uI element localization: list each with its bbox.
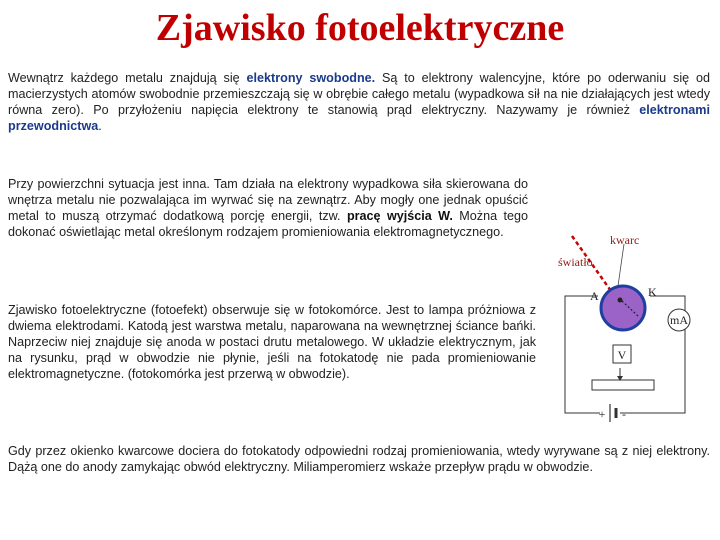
paragraph-circuit-closing: Gdy przez okienko kwarcowe dociera do fotokatody odpowiedni rodzaj promieniowania, wtedy wyrywane są z niej elektrony. Dążą one do anody zamykając obwód elektryczny. Miliamperomierz wskaże przepływ prądu w obwodzie.	[8, 444, 710, 474]
kwarc-pointer	[618, 244, 624, 286]
label-plus: +	[598, 407, 606, 421]
anode-wire	[618, 298, 623, 303]
label-voltmeter: V	[617, 348, 627, 362]
photocell-circuit-diagram	[540, 228, 715, 433]
label-minus: -	[622, 407, 626, 421]
paragraph-photocell: Zjawisko fotoelektryczne (fotoefekt) obserwuje się w fotokomórce. Jest to lampa próżniowa z dwiema elektrodami. Katodą jest warstwa metalu, naparowana na wewnętrznej ściance bańki. Naprzeciw niej znajduje się anoda w postaci drutu metalowego. W układzie elektrycznym, jak na rysunku, prąd w obwodzie nie płynie, jeśli na fotokatodę nie pada promieniowanie elektromagnetyczne. (fotokomórka jest przerwą w obwodzie).	[8, 303, 536, 381]
term-free-electrons: elektrony swobodne.	[246, 71, 376, 85]
p1-text-2: Są to elektrony walencyjne, które po oderwaniu się od macierzystych atomów swobodnie przemieszczają się w obrębie całego metalu (wypadkowa sił na nie działających jest wtedy równa zero). Po przyłożeniu napięcia elektrony te stanowią prąd elektryczny. Nazywamy je również	[8, 71, 710, 117]
paragraph-free-electrons	[8, 70, 710, 134]
label-anode: A	[590, 289, 599, 303]
p2-text-1: Przy powierzchni sytuacja jest inna. Tam działa na elektrony wypadkowa siła skierowana do wnętrza metalu nie pozwalająca im wyrwać się na zewnątrz. Aby mogły one jednak opuścić metal to muszą otrzymać dodatkową porcję energii, tzw.	[8, 177, 528, 223]
page-title: Zjawisko fotoelektryczne	[155, 7, 565, 49]
p1-text-1: Wewnątrz każdego metalu znajdują się	[8, 71, 247, 85]
p2-text-2: Można tego dokonać oświetlając metal określonym rodzajem promieniowania elektromagnetycznego.	[8, 209, 528, 239]
paragraph-work-function	[8, 176, 528, 240]
circuit-wire	[565, 296, 600, 413]
term-work-function: pracę wyjścia W.	[346, 209, 453, 223]
term-conduction-electrons: elektronami przewodnictwa	[8, 103, 710, 133]
label-swiatlo: światło	[558, 255, 593, 269]
photocell-tube	[601, 286, 645, 330]
label-ammeter: mA	[670, 313, 688, 327]
p1-text-3: .	[98, 119, 102, 133]
label-cathode: K	[648, 285, 657, 299]
potentiometer	[592, 380, 654, 390]
label-kwarc: kwarc	[610, 233, 640, 247]
